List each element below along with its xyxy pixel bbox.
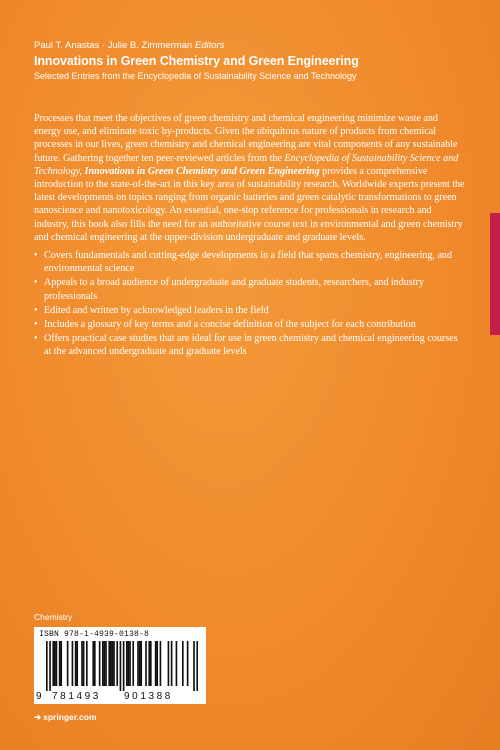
side-color-tab [490, 213, 500, 335]
description-text-1: Processes that meet the objectives of green chemistry and chemical engineering minimize waste and energy use, and eliminate toxic by-products. Given the ubiquitous nature of products from chemical processes in our lives, green chemistry and chemical engineering are vital components of any sustainable future. Gathering together ten peer-reviewed articles from the [34, 113, 458, 164]
barcode-bar [75, 641, 77, 686]
subject-category: Chemistry [34, 612, 73, 622]
barcode-bar [67, 641, 69, 686]
barcode-bar [128, 641, 130, 686]
barcode-bar [94, 641, 96, 686]
barcode-bar [56, 641, 58, 686]
list-item: • Edited and written by acknowledged leaders in the field [34, 304, 466, 317]
barcode-bar [137, 641, 139, 686]
barcode-bar [112, 641, 114, 686]
barcode-bar [113, 641, 115, 686]
barcode-bar [196, 641, 198, 691]
publisher-url-text: springer.com [43, 712, 97, 722]
barcode-bar [72, 641, 74, 686]
barcode-bar [76, 641, 78, 686]
barcode-bar [54, 641, 56, 686]
barcode-bar [99, 641, 101, 686]
barcode-bar [49, 641, 51, 691]
feature-list [34, 249, 466, 359]
barcode-bar [110, 641, 112, 686]
list-item: • Covers fundamentals and cutting-edge developments in a field that spans chemistry, engineering, and environmental science [34, 249, 466, 275]
barcode-bar [139, 641, 141, 686]
encyclopedia-title: Encyclopedia of Sustainability Science and Technology, [34, 152, 459, 177]
barcode-bar [176, 641, 178, 686]
barcode-bar [187, 641, 189, 686]
barcode-bar [160, 641, 162, 686]
barcode-bar [102, 641, 104, 686]
barcode-bar [148, 641, 150, 686]
ean-digits-right: 901388 [124, 691, 173, 702]
list-item: • Offers practical case studies that are ideal for use in green chemistry and chemical engineering courses at the advanced undergraduate and graduate levels [34, 332, 466, 358]
barcode-bar [145, 641, 147, 686]
description-text-2: provides a comprehensive introduction to the state-of-the-art in this key area of sustainability research. Worldwide experts present the latest developments on topics ranging from organic batteries and green catalytic transformations to green nanoscience and nanotoxicology. An essential, one-stop reference for professionals in research and industry, this book also fills the need for an authoritative course text in environmental and green chemistry and chemical engineering at the upper-division undergraduate and graduate levels. [34, 165, 465, 243]
barcode-bars [46, 641, 198, 691]
editors-line [34, 40, 474, 52]
barcode-bar [171, 641, 173, 686]
barcode-bar [46, 641, 48, 691]
barcode-bar [92, 641, 94, 686]
barcode-bar [52, 641, 54, 686]
barcode-bar [86, 641, 88, 686]
barcode-bar [81, 641, 83, 686]
barcode-bar [150, 641, 152, 686]
barcode-bar [105, 641, 107, 686]
publisher-url[interactable] [34, 712, 97, 723]
arrow-icon: ➜ [34, 712, 42, 722]
book-title: Innovations in Green Chemistry and Green Engineering [34, 54, 359, 68]
barcode-bar [140, 641, 142, 686]
barcode-bar [132, 641, 134, 686]
editors-names: Paul T. Anastas · Julie B. Zimmerman [34, 40, 193, 51]
barcode-bar [126, 641, 128, 686]
barcode-bar [129, 641, 131, 686]
cover-header [34, 40, 474, 82]
isbn-label: ISBN 978-1-4939-0138-8 [39, 630, 150, 639]
barcode-bar [59, 641, 61, 686]
ean-digits [36, 691, 202, 703]
barcode-bar [83, 641, 85, 686]
barcode-bar [168, 641, 170, 686]
barcode-bar [108, 641, 110, 686]
barcode-bar [104, 641, 106, 686]
isbn-barcode [34, 627, 206, 704]
barcode-bar [120, 641, 122, 691]
barcode-bar [182, 641, 184, 686]
description-paragraph [34, 112, 466, 244]
editors-role: Editors [194, 40, 225, 51]
back-cover-blurb [34, 112, 466, 360]
barcode-bar [116, 641, 118, 686]
barcode-bar [60, 641, 62, 686]
ean-digit-first: 9 [36, 691, 42, 702]
barcode-bar [193, 641, 195, 691]
barcode-bar [155, 641, 157, 686]
barcode-bar [123, 641, 125, 691]
list-item: • Includes a glossary of key terms and a concise definition of the subject for each contribution [34, 318, 466, 331]
book-subtitle: Selected Entries from the Encyclopedia of Sustainability Science and Technology [34, 71, 357, 81]
barcode-bar [156, 641, 158, 686]
book-title-inline: Innovations in Green Chemistry and Green Engineering [84, 165, 320, 177]
ean-digits-left: 781493 [52, 691, 101, 702]
list-item: • Appeals to a broad audience of undergraduate and graduate students, researchers, and industry professionals [34, 276, 466, 302]
